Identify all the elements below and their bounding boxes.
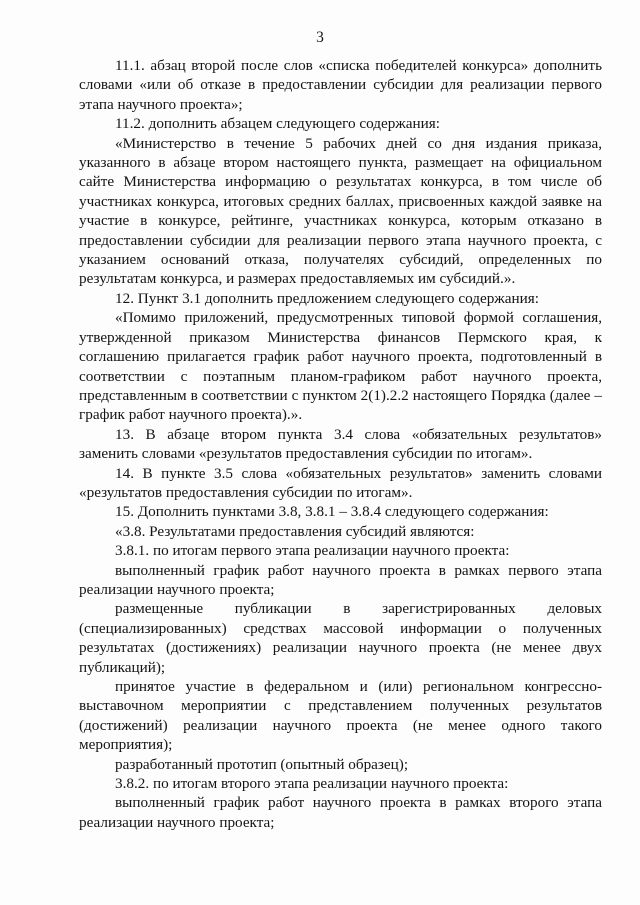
paragraph-11-2: 11.2. дополнить абзацем следующего содержания: bbox=[115, 115, 440, 133]
document-body bbox=[79, 56, 602, 832]
paragraph-14: 14. В пункте 3.5 слова «обязательных результатов» заменить словами «результатов предоставления субсидии по итогам». bbox=[79, 464, 602, 501]
list-item-schedule-stage-2: выполненный график работ научного проекта в рамках второго этапа реализации научного проекта; bbox=[79, 794, 602, 831]
paragraph-ministry-info: «Министерство в течение 5 рабочих дней со дня издания приказа, указанного в абзаце втором настоящего пункта, размещает на официальном сайте Министерства информацию о результатах конкурса, в том числе об участниках конкурса, итоговых средних баллах, присвоенных каждой заявке на участие в конкурсе, рейтинге, участниках конкурса, которым отказано в предоставлении субсидии для реализации первого этапа научного проекта, с указанием оснований отказа, получателях субсидий, определенных по результатам конкурса, и размерах предоставляемых им субсидий.». bbox=[79, 134, 602, 288]
paragraph-12: 12. Пункт 3.1 дополнить предложением следующего содержания: bbox=[115, 289, 539, 307]
paragraph-agreement-schedule: «Помимо приложений, предусмотренных типовой формой соглашения, утвержденной приказом Министерства финансов Пермского края, к соглашению прилагается график работ научного проекта, подготовленный в соответствии с поэтапным планом-графиком работ научного проекта, представленным в соответствии с пунктом 2(1).2.2 настоящего Порядка (далее – график работ научного проекта).». bbox=[79, 309, 602, 424]
paragraph-13: 13. В абзаце втором пункта 3.4 слова «обязательных результатов» заменить словами «результатов предоставления субсидии по итогам». bbox=[79, 425, 602, 463]
paragraph-3-8-2: 3.8.2. по итогам второго этапа реализации научного проекта: bbox=[115, 775, 509, 793]
paragraph-3-8: «3.8. Результатами предоставления субсидий являются: bbox=[115, 522, 475, 540]
list-item-prototype: разработанный прототип (опытный образец); bbox=[115, 755, 409, 773]
paragraph-11-1: 11.1. абзац второй после слов «списка победителей конкурса» дополнить словами «или об отказе в предоставлении субсидии для реализации первого этапа научного проекта»; bbox=[79, 57, 602, 113]
list-item-exhibition: принятое участие в федеральном и (или) региональном конгрессно-выставочном мероприятии с представлением полученных результатов (достижений) реализации научного проекта (не менее одного такого мероприятия); bbox=[79, 678, 602, 754]
list-item-publications: размещенные публикации в зарегистрированных деловых (специализированных) средствах массовой информации о полученных результатах (достижениях) реализации научного проекта (не менее двух публикаций); bbox=[79, 600, 602, 676]
list-item-schedule-stage-1: выполненный график работ научного проекта в рамках первого этапа реализации научного проекта; bbox=[79, 561, 602, 598]
paragraph-15: 15. Дополнить пунктами 3.8, 3.8.1 – 3.8.4 следующего содержания: bbox=[115, 503, 549, 521]
paragraph-3-8-1: 3.8.1. по итогам первого этапа реализации научного проекта: bbox=[115, 542, 510, 560]
page-number: 3 bbox=[316, 29, 324, 46]
